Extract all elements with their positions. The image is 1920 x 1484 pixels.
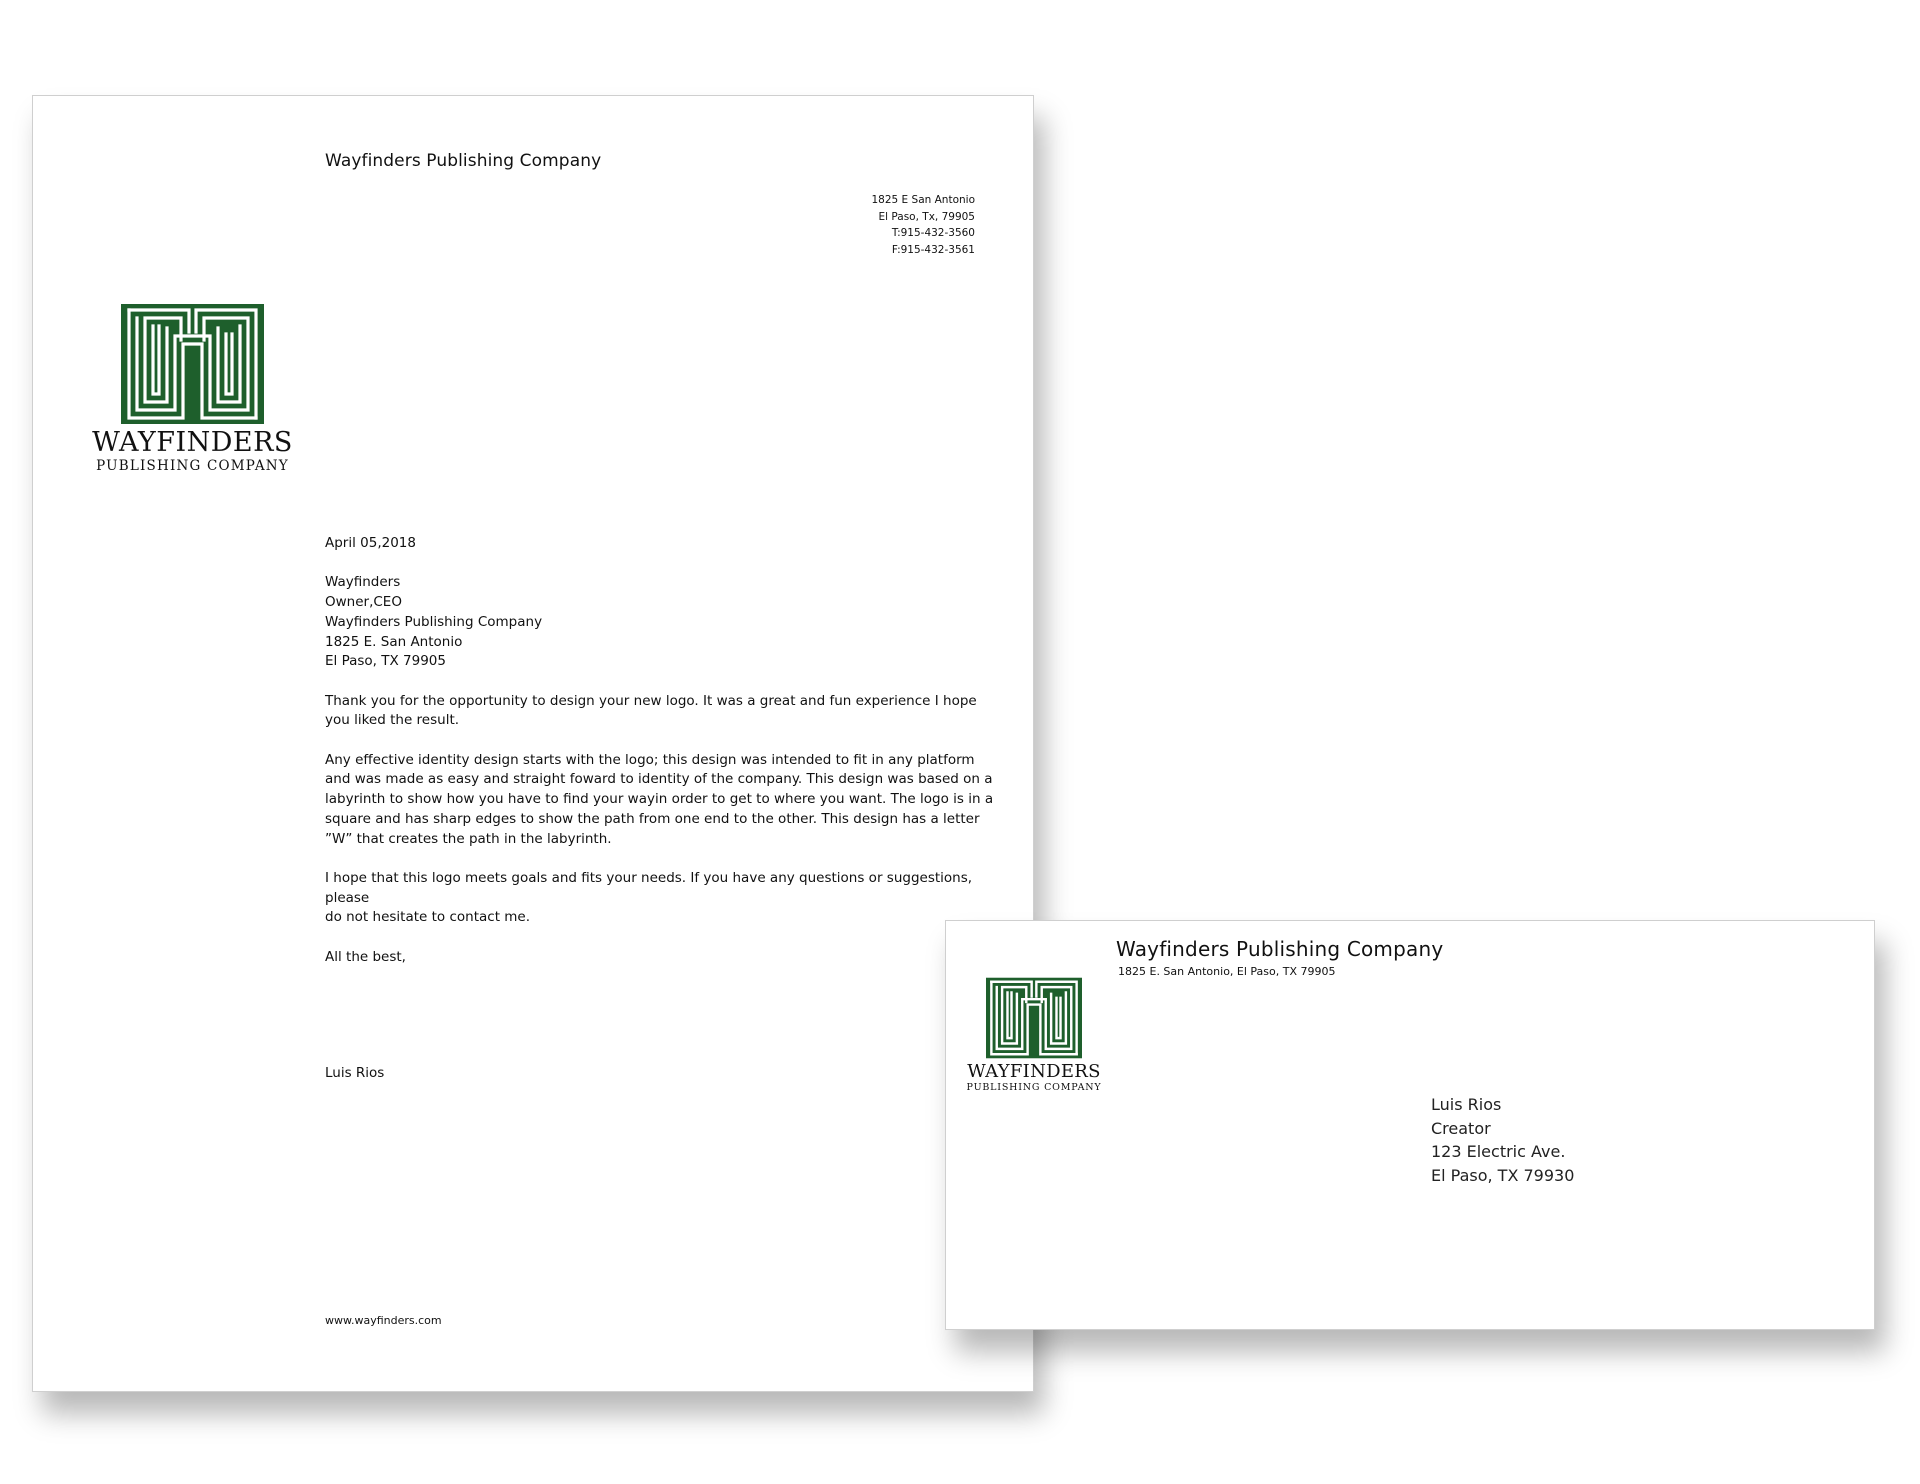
letterhead-sheet — [32, 95, 1034, 1392]
letter-closing: All the best, — [325, 948, 406, 965]
letterhead-logo — [85, 304, 300, 474]
letterhead-address-block — [872, 192, 976, 258]
letterhead-company-name: Wayfinders Publishing Company — [325, 151, 602, 171]
logo-subtitle: PUBLISHING COMPANY — [966, 1082, 1102, 1093]
logo-wordmark: WAYFINDERS — [967, 1061, 1101, 1082]
logo-subtitle: PUBLISHING COMPANY — [96, 458, 289, 474]
recipient-line: Creator — [1431, 1118, 1491, 1138]
recipient-line: El Paso, TX 79905 — [325, 653, 446, 670]
letter-signature: Luis Rios — [325, 1065, 385, 1081]
letter-website: www.wayfinders.com — [325, 1314, 442, 1327]
envelope-logo — [964, 977, 1104, 1094]
paragraph-line: I hope that this logo meets goals and fits your needs. If you have any questions or suggestions, — [325, 869, 973, 886]
recipient-line: 123 Electric Ave. — [1431, 1142, 1566, 1162]
paragraph-line: please — [325, 889, 370, 906]
letter-body — [325, 534, 995, 987]
labyrinth-logo-icon — [121, 304, 264, 424]
letter-paragraph-3 — [325, 869, 995, 928]
letter-paragraph-1: Thank you for the opportunity to design your new logo. It was a great and fun experience I hope you liked the result. — [325, 692, 977, 729]
logo-wordmark: WAYFINDERS — [92, 427, 293, 458]
address-line: El Paso, Tx, 79905 — [878, 210, 975, 223]
address-line: T:915-432-3560 — [891, 227, 975, 239]
paragraph-line: do not hesitate to contact me. — [325, 909, 531, 926]
recipient-line: Owner,CEO — [325, 594, 402, 611]
address-line: 1825 E San Antonio — [871, 194, 975, 206]
recipient-line: 1825 E. San Antonio — [325, 633, 463, 650]
address-line: F:915-432-3561 — [891, 243, 975, 256]
letter-paragraph-2: Any effective identity design starts with the logo; this design was intended to fit in any platform and was made as easy and straight foward to identity of the company. This design was based on a labyrinth to show how you have to find your wayin order to get to where you want. The logo is in a square and has sharp edges to show the path from one end to the other. This design has a letter ”W” that creates the path in the labyrinth. — [325, 751, 994, 847]
envelope-recipient-block — [1431, 1093, 1574, 1188]
recipient-line: Luis Rios — [1431, 1095, 1502, 1114]
recipient-line: Wayfinders — [325, 574, 401, 591]
letter-recipient-block — [325, 573, 995, 672]
recipient-line: El Paso, TX 79930 — [1431, 1166, 1575, 1186]
envelope-return-address: 1825 E. San Antonio, El Paso, TX 79905 — [1118, 965, 1336, 978]
envelope-company-name: Wayfinders Publishing Company — [1116, 937, 1444, 961]
recipient-line: Wayfinders Publishing Company — [325, 613, 543, 630]
labyrinth-logo-icon — [986, 977, 1082, 1059]
envelope — [945, 920, 1875, 1330]
letter-date: April 05,2018 — [325, 535, 416, 551]
